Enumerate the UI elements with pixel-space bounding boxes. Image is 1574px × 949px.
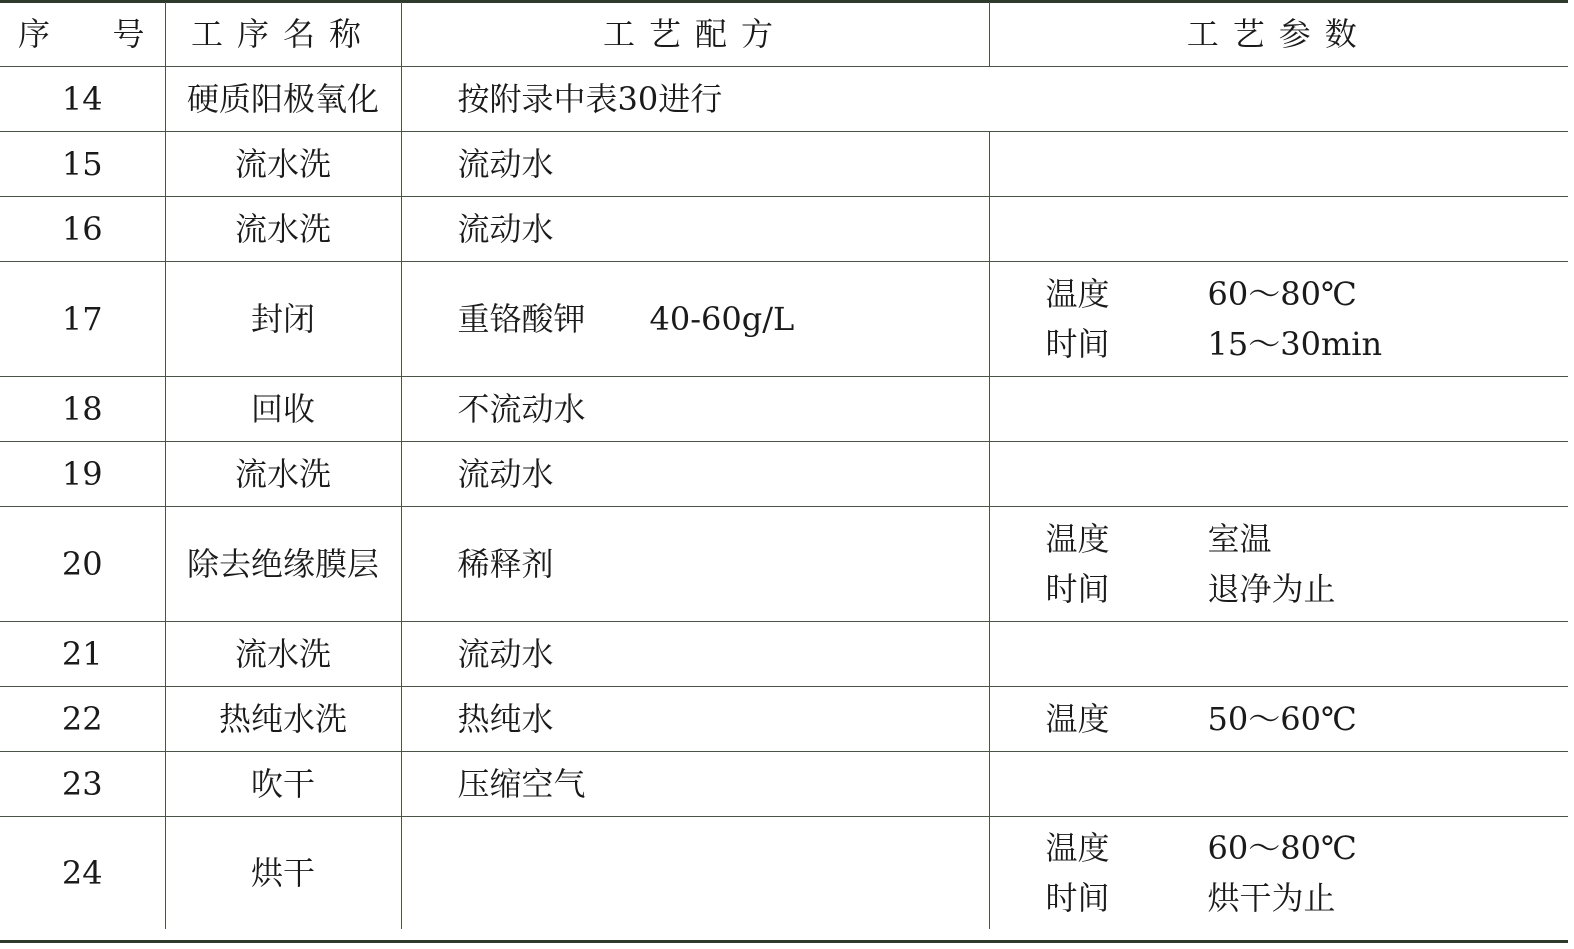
table-row — [0, 622, 1568, 687]
header-process-name: 工序名称 — [165, 2, 401, 67]
param-key: 温度 — [1045, 829, 1110, 867]
process-name: 流水洗 — [165, 197, 401, 262]
process-name: 吹干 — [165, 752, 401, 817]
table-row — [0, 442, 1568, 507]
recipe-cell: 流动水 — [401, 622, 989, 687]
row-number: 22 — [0, 687, 165, 752]
params-cell — [989, 197, 1568, 262]
table-row — [0, 377, 1568, 442]
param-value: 60～80℃ — [1207, 275, 1357, 313]
table-row — [0, 507, 1568, 622]
row-number: 23 — [0, 752, 165, 817]
param-key: 时间 — [1045, 325, 1110, 363]
row-number: 19 — [0, 442, 165, 507]
param-value: 60～80℃ — [1207, 829, 1357, 867]
recipe-cell: 流动水 — [401, 132, 989, 197]
process-name: 硬质阳极氧化 — [165, 67, 401, 132]
reagent-amount: 40-60g/L — [649, 300, 795, 338]
process-name: 回收 — [165, 377, 401, 442]
recipe-cell: 按附录中表30进行 — [401, 67, 1568, 132]
process-name: 流水洗 — [165, 442, 401, 507]
header-seq-cell — [0, 2, 165, 67]
param-line — [1046, 694, 1569, 744]
process-name: 烘干 — [165, 817, 401, 930]
process-name: 封闭 — [165, 262, 401, 377]
row-number: 20 — [0, 507, 165, 622]
row-number: 15 — [0, 132, 165, 197]
recipe-cell: 流动水 — [401, 197, 989, 262]
row-number: 21 — [0, 622, 165, 687]
table-row — [0, 262, 1568, 377]
param-value: 退净为止 — [1207, 570, 1336, 608]
params-cell — [989, 687, 1568, 752]
params-cell — [989, 442, 1568, 507]
table-row — [0, 752, 1568, 817]
param-line — [1046, 873, 1569, 923]
row-number: 14 — [0, 67, 165, 132]
param-key: 时间 — [1045, 879, 1110, 917]
param-key: 时间 — [1045, 570, 1110, 608]
param-value: 50～60℃ — [1207, 700, 1357, 738]
table-row — [0, 817, 1568, 930]
param-key: 温度 — [1045, 520, 1110, 558]
params-cell — [989, 132, 1568, 197]
header-params: 工艺参数 — [989, 2, 1568, 67]
process-name: 流水洗 — [165, 132, 401, 197]
param-line — [1046, 514, 1569, 564]
params-cell — [989, 752, 1568, 817]
recipe-cell: 稀释剂 — [401, 507, 989, 622]
param-value: 15～30min — [1207, 325, 1383, 363]
recipe-cell — [401, 817, 989, 930]
recipe-cell: 压缩空气 — [401, 752, 989, 817]
process-name: 热纯水洗 — [165, 687, 401, 752]
reagent-name: 重铬酸钾 — [457, 300, 586, 338]
process-name: 流水洗 — [165, 622, 401, 687]
table-row — [0, 132, 1568, 197]
recipe-cell: 热纯水 — [401, 687, 989, 752]
param-line — [1046, 823, 1569, 873]
params-cell — [989, 262, 1568, 377]
row-number: 18 — [0, 377, 165, 442]
param-key: 温度 — [1045, 275, 1110, 313]
params-cell — [989, 817, 1568, 930]
recipe-cell: 不流动水 — [401, 377, 989, 442]
table-row — [0, 197, 1568, 262]
row-number: 17 — [0, 262, 165, 377]
recipe-cell: 流动水 — [401, 442, 989, 507]
row-number: 16 — [0, 197, 165, 262]
process-table — [0, 2, 1568, 929]
param-line — [1046, 319, 1569, 369]
params-cell — [989, 622, 1568, 687]
row-number: 24 — [0, 817, 165, 930]
table-row — [0, 67, 1568, 132]
process-name: 除去绝缘膜层 — [165, 507, 401, 622]
header-seq-left: 序 — [18, 15, 53, 53]
param-value: 烘干为止 — [1207, 879, 1336, 917]
param-key: 温度 — [1045, 700, 1110, 738]
table-header-row — [0, 2, 1568, 67]
param-value: 室温 — [1207, 520, 1272, 558]
params-cell — [989, 377, 1568, 442]
recipe-cell — [401, 262, 989, 377]
header-recipe: 工艺配方 — [401, 2, 989, 67]
params-cell — [989, 507, 1568, 622]
param-line — [1046, 269, 1569, 319]
param-line — [1046, 564, 1569, 614]
header-seq-right: 号 — [112, 15, 147, 53]
table-row — [0, 687, 1568, 752]
